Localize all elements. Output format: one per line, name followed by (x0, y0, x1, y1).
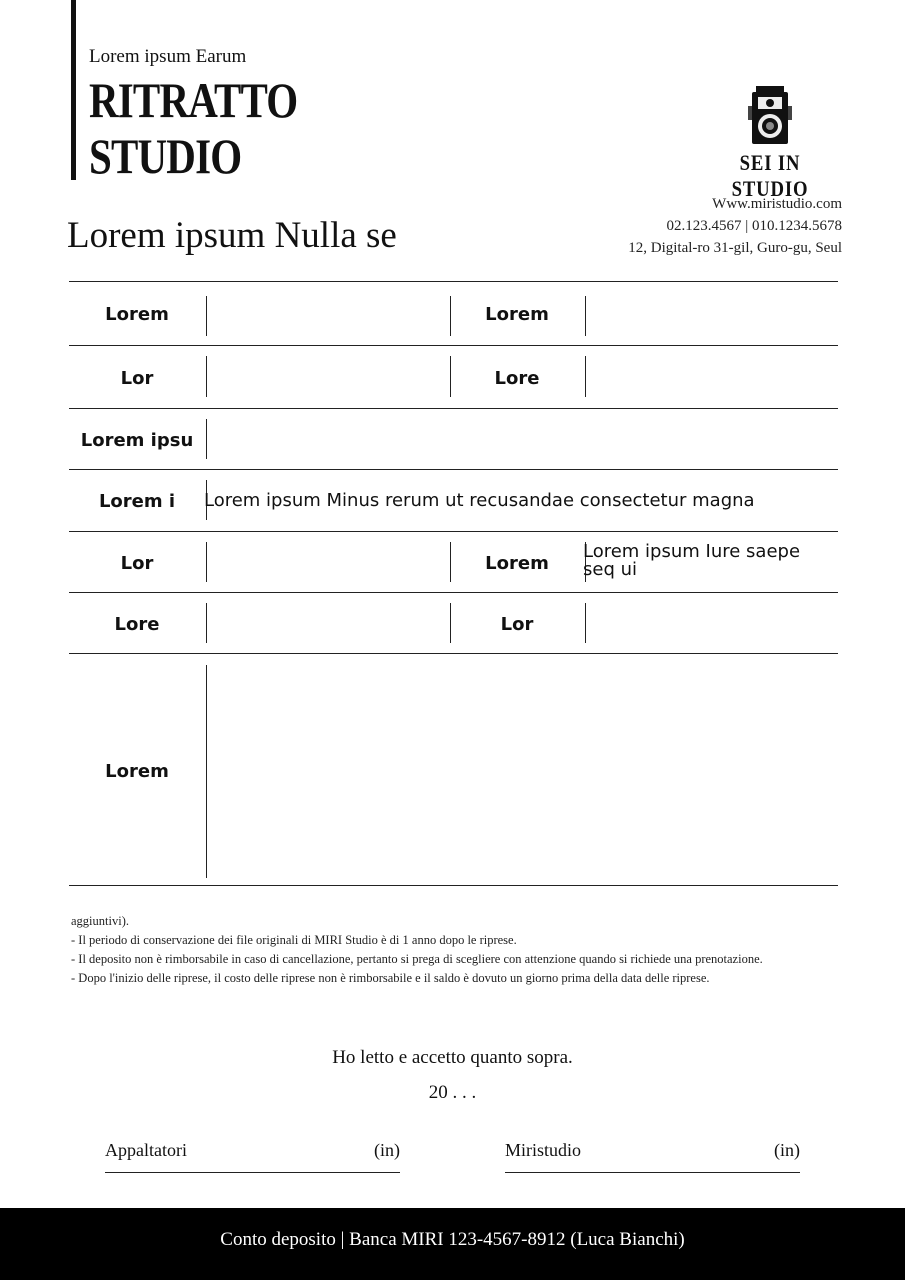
studio-contact (628, 193, 842, 259)
terms-note: - Il periodo di conservazione dei file originali di MIRI Studio è di 1 anno dopo le riprese. (71, 933, 517, 947)
form-row (69, 409, 838, 470)
form-row (69, 654, 838, 886)
brand-title (89, 72, 297, 184)
form-label: Lor (120, 368, 154, 389)
form-label: Lorem (105, 304, 169, 325)
form-label: Lor (500, 614, 534, 635)
form-row (69, 346, 838, 409)
form-row (69, 282, 838, 346)
terms-notes (71, 912, 831, 988)
brand-title-line2: STUDIO (89, 128, 242, 184)
brand-title-line1: RITRATTO (89, 72, 298, 128)
brand-subtitle: Lorem ipsum Earum (89, 46, 247, 67)
form-field[interactable] (590, 368, 830, 390)
form-label: Lorem ipsu (80, 430, 194, 451)
booking-form-table (69, 281, 838, 886)
form-label: Lorem (485, 553, 549, 574)
form-title: Lorem ipsum Nulla se (67, 215, 397, 256)
column-divider (585, 356, 586, 397)
column-divider (206, 542, 207, 582)
form-label: Lore (114, 614, 160, 635)
form-label: Lorem (105, 761, 169, 782)
form-field[interactable] (211, 430, 831, 452)
form-label: Lore (494, 368, 540, 389)
form-field[interactable] (211, 553, 446, 575)
column-divider (585, 296, 586, 336)
form-field[interactable]: Lorem ipsum Minus rerum ut recusandae consectetur magna (204, 490, 755, 511)
column-divider (206, 419, 207, 459)
form-row (69, 593, 838, 654)
form-field[interactable] (590, 304, 830, 326)
studio-name: SEI IN STUDIO (731, 150, 809, 201)
signature-contractor[interactable] (105, 1140, 400, 1173)
form-row (69, 532, 838, 593)
signature-mark: (in) (374, 1140, 400, 1160)
form-field[interactable] (211, 304, 446, 326)
terms-note: - Dopo l'inizio delle riprese, il costo delle riprese non è rimborsabile e il saldo è dovuto un giorno prima della data delle riprese. (71, 971, 710, 985)
date-line: 20 . . . (428, 1082, 477, 1103)
form-field[interactable] (211, 368, 446, 390)
signature-mark: (in) (774, 1140, 800, 1160)
acceptance-statement: Ho letto e accetto quanto sopra. (332, 1047, 573, 1068)
brand-accent-bar (71, 0, 76, 180)
studio-phone: 02.123.4567 | 010.1234.5678 (666, 218, 842, 234)
column-divider (585, 603, 586, 643)
signature-party: Appaltatori (105, 1140, 187, 1160)
form-label: Lorem i (98, 491, 176, 512)
form-field[interactable] (590, 614, 830, 636)
form-label: Lor (120, 553, 154, 574)
form-field[interactable] (211, 614, 446, 636)
terms-note: - Il deposito non è rimborsabile in caso di cancellazione, pertanto si prega di scegliere con attenzione quando si richiede una prenotazione. (71, 952, 763, 966)
signature-party: Miristudio (505, 1140, 582, 1160)
column-divider (206, 296, 207, 336)
camera-icon (748, 86, 792, 146)
studio-website: Www.miristudio.com (712, 196, 842, 212)
signature-studio[interactable] (505, 1140, 800, 1173)
form-label: Lorem (485, 304, 549, 325)
column-divider (206, 603, 207, 643)
terms-note: aggiuntivi). (71, 914, 129, 928)
column-divider (206, 665, 207, 878)
form-row (69, 470, 838, 532)
studio-address: 12, Digital-ro 31-gil, Guro-gu, Seul (628, 240, 842, 256)
form-field[interactable]: Lorem ipsum Iure saepe seq ui (583, 543, 801, 580)
form-notes-field[interactable] (214, 669, 829, 869)
footer-bank-info: Conto deposito | Banca MIRI 123-4567-8912 (Luca Bianchi) (0, 1208, 905, 1280)
column-divider (206, 356, 207, 397)
